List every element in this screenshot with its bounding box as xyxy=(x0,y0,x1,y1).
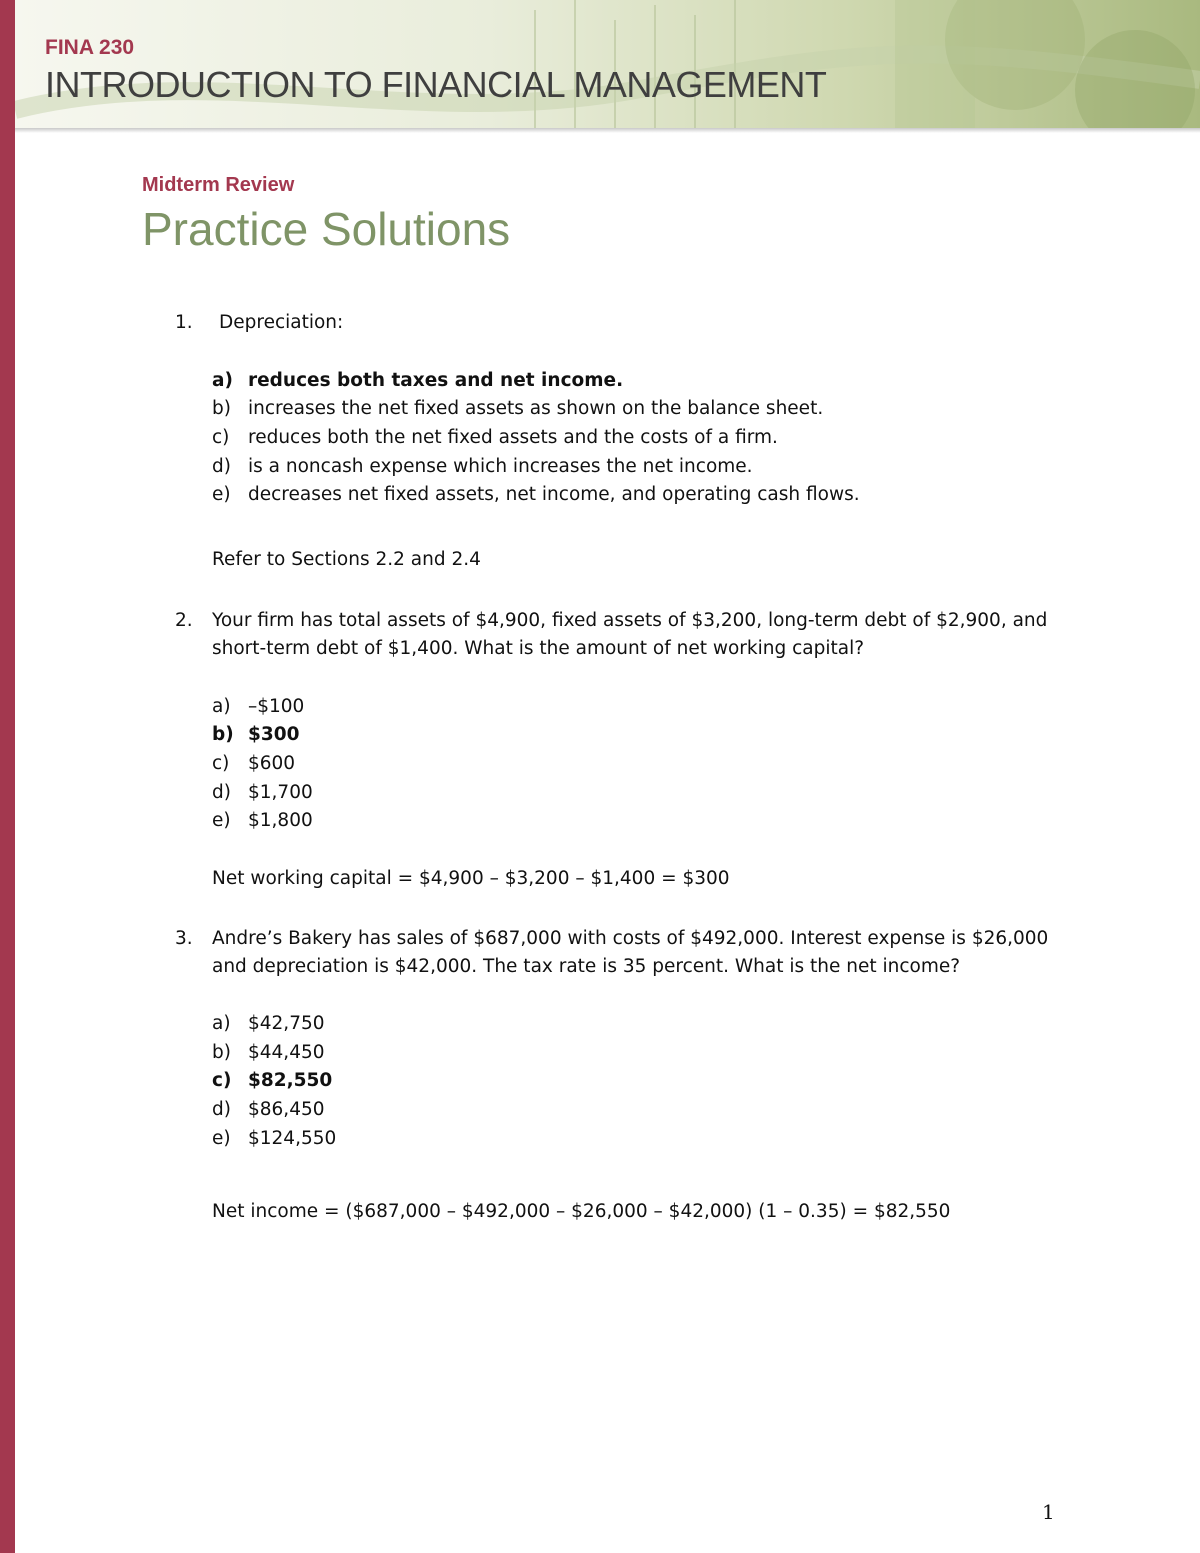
solution-text: Refer to Sections 2.2 and 2.4 xyxy=(212,549,481,570)
option-text: increases the net fixed assets as shown on the balance sheet. xyxy=(248,398,824,419)
question-text: Depreciation: xyxy=(219,312,344,333)
option-label: e) xyxy=(212,484,231,505)
option-text: reduces both the net fixed assets and the costs of a firm. xyxy=(248,427,778,448)
option-text: $1,800 xyxy=(248,810,313,831)
option-label: e) xyxy=(212,1128,231,1149)
question-number: 1. xyxy=(175,312,193,333)
page-number: 1 xyxy=(1042,1500,1055,1524)
solution-text: Net income = ($687,000 – $492,000 – $26,000 – $42,000) (1 – 0.35) = $82,550 xyxy=(212,1201,951,1222)
option-label: d) xyxy=(212,456,231,477)
option-label: c) xyxy=(212,1070,232,1091)
option-label: b) xyxy=(212,398,231,419)
option-text: $1,700 xyxy=(248,782,313,803)
option-text-correct: $82,550 xyxy=(248,1070,333,1091)
option-label: e) xyxy=(212,810,231,831)
option-label: c) xyxy=(212,753,230,774)
question-text: Andre’s Bakery has sales of $687,000 with costs of $492,000. Interest expense is $26,000 xyxy=(212,928,1049,949)
option-text: is a noncash expense which increases the net income. xyxy=(248,456,753,477)
question-number: 2. xyxy=(175,610,193,631)
option-label: c) xyxy=(212,427,230,448)
course-code: FINA 230 xyxy=(45,36,135,59)
course-title: INTRODUCTION TO FINANCIAL MANAGEMENT xyxy=(45,64,827,105)
option-text: $42,750 xyxy=(248,1013,325,1034)
option-label: d) xyxy=(212,782,231,803)
option-label: b) xyxy=(212,724,234,745)
document-subtitle: Midterm Review xyxy=(142,174,295,196)
option-label: b) xyxy=(212,1042,231,1063)
option-label: a) xyxy=(212,1013,231,1034)
option-text-correct: $300 xyxy=(248,724,300,745)
option-text: $86,450 xyxy=(248,1099,325,1120)
option-label: d) xyxy=(212,1099,231,1120)
question-text: short-term debt of $1,400. What is the amount of net working capital? xyxy=(212,638,865,659)
option-text: $124,550 xyxy=(248,1128,337,1149)
question-text: Your firm has total assets of $4,900, fixed assets of $3,200, long-term debt of $2,900, and xyxy=(212,610,1048,631)
option-text: decreases net fixed assets, net income, and operating cash flows. xyxy=(248,484,860,505)
option-text: –$100 xyxy=(248,696,305,717)
option-label: a) xyxy=(212,370,233,391)
option-text-correct: reduces both taxes and net income. xyxy=(248,370,624,391)
page-title: Practice Solutions xyxy=(142,203,511,255)
question-number: 3. xyxy=(175,928,193,949)
option-text: $44,450 xyxy=(248,1042,325,1063)
solution-text: Net working capital = $4,900 – $3,200 – $1,400 = $300 xyxy=(212,868,730,889)
question-text: and depreciation is $42,000. The tax rate is 35 percent. What is the net income? xyxy=(212,956,961,977)
option-label: a) xyxy=(212,696,231,717)
option-text: $600 xyxy=(248,753,296,774)
